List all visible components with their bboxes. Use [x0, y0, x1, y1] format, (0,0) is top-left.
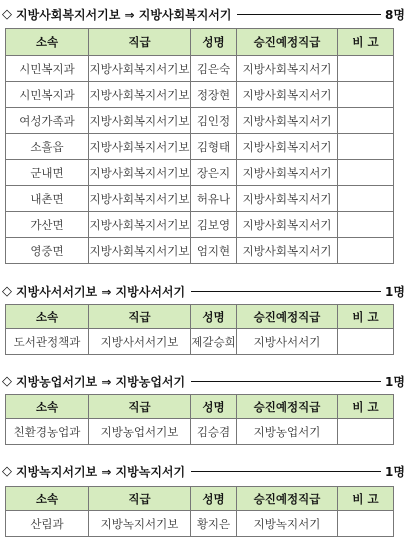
table-row	[6, 511, 394, 537]
col-header-name: 성명	[191, 395, 237, 419]
cell-name: 엄지현	[191, 238, 237, 264]
table-row	[6, 108, 394, 134]
section-count: 1명	[385, 284, 405, 299]
col-header-note: 비 고	[338, 487, 394, 511]
cell-dept: 군내면	[6, 160, 89, 186]
header-row	[6, 487, 394, 511]
cell-name: 제갈승희	[191, 329, 237, 355]
divider-line	[191, 471, 381, 472]
table-row	[6, 329, 394, 355]
cell-name: 김인정	[191, 108, 237, 134]
cell-dept: 시민복지과	[6, 82, 89, 108]
col-header-next-rank: 승진예정직급	[237, 395, 338, 419]
cell-dept: 가산면	[6, 212, 89, 238]
divider-line	[191, 291, 381, 292]
cell-rank: 지방녹지서기보	[89, 511, 191, 537]
col-header-name: 성명	[191, 29, 237, 56]
divider-line	[237, 14, 381, 15]
cell-note	[338, 186, 394, 212]
table-row	[6, 419, 394, 445]
cell-dept: 시민복지과	[6, 56, 89, 82]
section-header	[2, 282, 405, 300]
cell-note	[338, 329, 394, 355]
cell-rank: 지방사서서기보	[89, 329, 191, 355]
cell-note	[338, 212, 394, 238]
section-header	[2, 372, 405, 390]
diamond-icon: ◇	[2, 283, 12, 299]
section-title: 지방녹지서기보 ⇒ 지방녹지서기	[16, 464, 186, 479]
col-header-dept: 소속	[6, 305, 89, 329]
cell-note	[338, 419, 394, 445]
cell-next-rank: 지방사회복지서기	[237, 82, 338, 108]
cell-rank: 지방사회복지서기보	[89, 238, 191, 264]
section-title: 지방사회복지서기보 ⇒ 지방사회복지서기	[16, 7, 232, 22]
col-header-next-rank: 승진예정직급	[237, 29, 338, 56]
cell-dept: 영중면	[6, 238, 89, 264]
col-header-dept: 소속	[6, 29, 89, 56]
col-header-next-rank: 승진예정직급	[237, 487, 338, 511]
col-header-dept: 소속	[6, 395, 89, 419]
col-header-note: 비 고	[338, 395, 394, 419]
promotion-table	[5, 304, 394, 355]
col-header-note: 비 고	[338, 305, 394, 329]
cell-note	[338, 56, 394, 82]
cell-dept: 여성가족과	[6, 108, 89, 134]
cell-note	[338, 160, 394, 186]
col-header-dept: 소속	[6, 487, 89, 511]
cell-dept: 소흘읍	[6, 134, 89, 160]
cell-name: 허유나	[191, 186, 237, 212]
promotion-table	[5, 486, 394, 537]
cell-next-rank: 지방사회복지서기	[237, 134, 338, 160]
cell-next-rank: 지방농업서기	[237, 419, 338, 445]
section-title: 지방사서서기보 ⇒ 지방사서서기	[16, 284, 186, 299]
cell-rank: 지방사회복지서기보	[89, 56, 191, 82]
cell-name: 김은숙	[191, 56, 237, 82]
cell-rank: 지방사회복지서기보	[89, 160, 191, 186]
col-header-rank: 직급	[89, 487, 191, 511]
cell-dept: 내촌면	[6, 186, 89, 212]
col-header-note: 비 고	[338, 29, 394, 56]
cell-rank: 지방사회복지서기보	[89, 108, 191, 134]
cell-rank: 지방사회복지서기보	[89, 134, 191, 160]
section-count: 1명	[385, 374, 405, 389]
table-row	[6, 186, 394, 212]
promotion-table	[5, 28, 394, 264]
diamond-icon: ◇	[2, 373, 12, 389]
cell-next-rank: 지방사회복지서기	[237, 238, 338, 264]
cell-note	[338, 134, 394, 160]
cell-name: 김형태	[191, 134, 237, 160]
table-row	[6, 82, 394, 108]
cell-name: 황지은	[191, 511, 237, 537]
diamond-icon: ◇	[2, 6, 12, 22]
table-row	[6, 238, 394, 264]
cell-name: 정장현	[191, 82, 237, 108]
header-row	[6, 29, 394, 56]
cell-name: 김승겸	[191, 419, 237, 445]
col-header-rank: 직급	[89, 395, 191, 419]
cell-name: 장은지	[191, 160, 237, 186]
cell-note	[338, 511, 394, 537]
cell-note	[338, 238, 394, 264]
cell-rank: 지방사회복지서기보	[89, 186, 191, 212]
cell-next-rank: 지방사회복지서기	[237, 108, 338, 134]
table-row	[6, 56, 394, 82]
table-row	[6, 212, 394, 238]
cell-next-rank: 지방사회복지서기	[237, 56, 338, 82]
cell-next-rank: 지방사회복지서기	[237, 160, 338, 186]
section-count: 1명	[385, 464, 405, 479]
table-row	[6, 160, 394, 186]
divider-line	[191, 381, 381, 382]
col-header-rank: 직급	[89, 29, 191, 56]
cell-dept: 산림과	[6, 511, 89, 537]
diamond-icon: ◇	[2, 463, 12, 479]
section-header	[2, 462, 405, 480]
header-row	[6, 395, 394, 419]
cell-rank: 지방사회복지서기보	[89, 212, 191, 238]
col-header-next-rank: 승진예정직급	[237, 305, 338, 329]
cell-next-rank: 지방녹지서기	[237, 511, 338, 537]
section-count: 8명	[385, 7, 405, 22]
header-row	[6, 305, 394, 329]
cell-name: 김보영	[191, 212, 237, 238]
cell-dept: 친환경농업과	[6, 419, 89, 445]
section-header	[2, 5, 405, 23]
cell-rank: 지방사회복지서기보	[89, 82, 191, 108]
cell-dept: 도서관정책과	[6, 329, 89, 355]
cell-rank: 지방농업서기보	[89, 419, 191, 445]
col-header-name: 성명	[191, 487, 237, 511]
cell-next-rank: 지방사회복지서기	[237, 212, 338, 238]
col-header-rank: 직급	[89, 305, 191, 329]
section-title: 지방농업서기보 ⇒ 지방농업서기	[16, 374, 186, 389]
table-row	[6, 134, 394, 160]
promotion-table	[5, 394, 394, 445]
cell-note	[338, 82, 394, 108]
cell-note	[338, 108, 394, 134]
cell-next-rank: 지방사회복지서기	[237, 186, 338, 212]
cell-next-rank: 지방사서서기	[237, 329, 338, 355]
col-header-name: 성명	[191, 305, 237, 329]
